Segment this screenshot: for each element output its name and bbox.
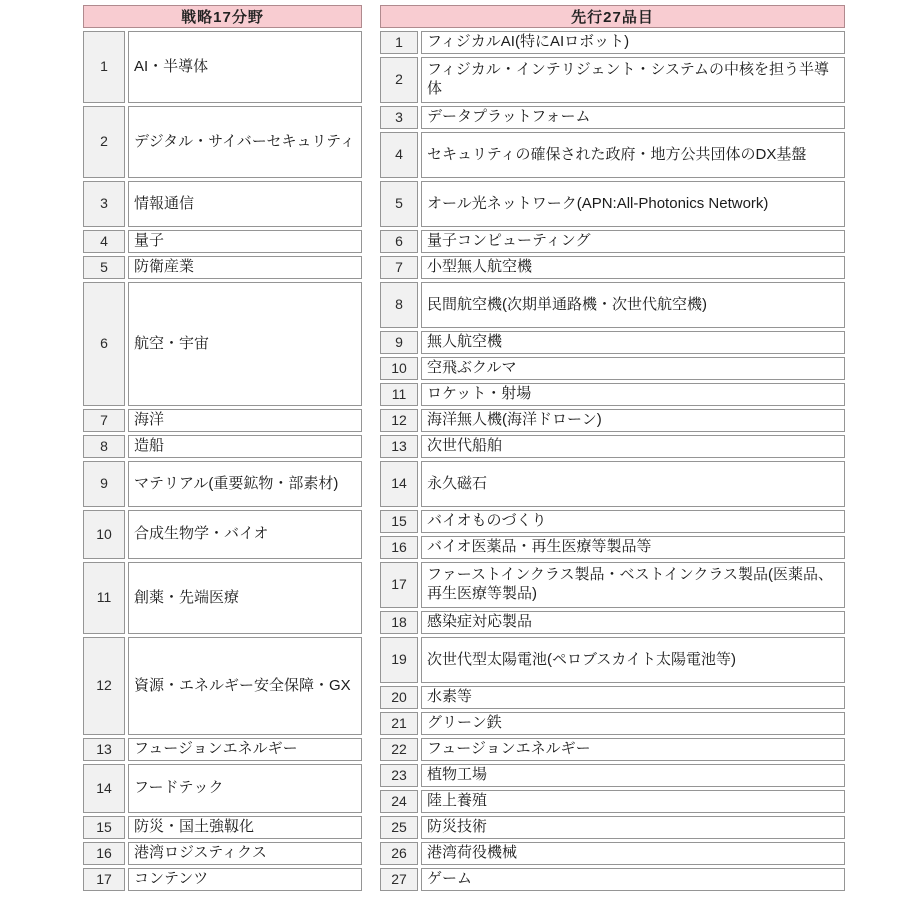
field-number: 17 xyxy=(83,868,125,891)
field-number: 13 xyxy=(83,738,125,761)
item-number: 27 xyxy=(380,868,418,891)
item-number: 18 xyxy=(380,611,418,634)
item-name-cell: 空飛ぶクルマ xyxy=(421,357,845,380)
item-name-cell: 無人航空機 xyxy=(421,331,845,354)
item-number: 2 xyxy=(380,57,418,103)
column-gap xyxy=(365,816,377,839)
item-name-cell: 民間航空機(次期単通路機・次世代航空機) xyxy=(421,282,845,328)
table-row xyxy=(83,764,845,787)
item-number: 26 xyxy=(380,842,418,865)
column-gap xyxy=(365,409,377,432)
item-name-cell: データプラットフォーム xyxy=(421,106,845,129)
field-name-cell: 創薬・先端医療 xyxy=(128,562,362,634)
field-number: 10 xyxy=(83,510,125,559)
item-name-cell: ゲーム xyxy=(421,868,845,891)
table-row xyxy=(83,816,845,839)
item-number: 13 xyxy=(380,435,418,458)
table-body xyxy=(83,31,845,891)
table-row xyxy=(83,31,845,54)
table-row xyxy=(83,282,845,328)
column-gap xyxy=(365,712,377,735)
field-number: 8 xyxy=(83,435,125,458)
item-name-cell: 感染症対応製品 xyxy=(421,611,845,634)
item-name-cell: 次世代船舶 xyxy=(421,435,845,458)
table-row xyxy=(83,562,845,608)
column-gap xyxy=(365,383,377,406)
field-name-cell: フードテック xyxy=(128,764,362,813)
column-gap xyxy=(365,256,377,279)
column-gap xyxy=(365,132,377,178)
item-number: 1 xyxy=(380,31,418,54)
field-name-cell: AI・半導体 xyxy=(128,31,362,103)
column-gap xyxy=(365,686,377,709)
field-name-cell: デジタル・サイバーセキュリティ xyxy=(128,106,362,178)
item-name-cell: 港湾荷役機械 xyxy=(421,842,845,865)
table-row xyxy=(83,842,845,865)
column-gap xyxy=(365,536,377,559)
field-name-cell: 量子 xyxy=(128,230,362,253)
table-row xyxy=(83,435,845,458)
table-row xyxy=(83,637,845,683)
field-name-cell: マテリアル(重要鉱物・部素材) xyxy=(128,461,362,507)
column-gap xyxy=(365,461,377,507)
column-gap xyxy=(365,31,377,54)
table-row xyxy=(83,510,845,533)
field-name-cell: コンテンツ xyxy=(128,868,362,891)
item-number: 23 xyxy=(380,764,418,787)
table-row xyxy=(83,230,845,253)
field-name-cell: 航空・宇宙 xyxy=(128,282,362,406)
field-name-cell: 情報通信 xyxy=(128,181,362,227)
item-name-cell: フィジカル・インテリジェント・システムの中核を担う半導体 xyxy=(421,57,845,103)
table-row xyxy=(83,409,845,432)
field-name-cell: 防災・国土強靱化 xyxy=(128,816,362,839)
field-number: 3 xyxy=(83,181,125,227)
item-name-cell: 陸上養殖 xyxy=(421,790,845,813)
item-number: 3 xyxy=(380,106,418,129)
column-gap xyxy=(365,181,377,227)
field-name-cell: 海洋 xyxy=(128,409,362,432)
field-number: 14 xyxy=(83,764,125,813)
item-number: 14 xyxy=(380,461,418,507)
item-name-cell: ロケット・射場 xyxy=(421,383,845,406)
item-number: 17 xyxy=(380,562,418,608)
column-gap xyxy=(365,230,377,253)
item-name-cell: ファーストインクラス製品・ベストインクラス製品(医薬品、再生医療等製品) xyxy=(421,562,845,608)
column-gap xyxy=(365,764,377,787)
right-table-header: 先行27品目 xyxy=(380,5,845,28)
item-number: 8 xyxy=(380,282,418,328)
field-number: 15 xyxy=(83,816,125,839)
table-row xyxy=(83,738,845,761)
item-name-cell: 植物工場 xyxy=(421,764,845,787)
column-gap xyxy=(365,5,377,28)
item-name-cell: グリーン鉄 xyxy=(421,712,845,735)
item-number: 7 xyxy=(380,256,418,279)
field-name-cell: 合成生物学・バイオ xyxy=(128,510,362,559)
item-number: 11 xyxy=(380,383,418,406)
item-number: 4 xyxy=(380,132,418,178)
item-name-cell: 小型無人航空機 xyxy=(421,256,845,279)
item-number: 10 xyxy=(380,357,418,380)
column-gap xyxy=(365,637,377,683)
column-gap xyxy=(365,106,377,129)
item-name-cell: 永久磁石 xyxy=(421,461,845,507)
field-number: 9 xyxy=(83,461,125,507)
header-row xyxy=(83,5,845,28)
item-number: 16 xyxy=(380,536,418,559)
field-name-cell: 資源・エネルギー安全保障・GX xyxy=(128,637,362,735)
field-name-cell: 港湾ロジスティクス xyxy=(128,842,362,865)
field-number: 1 xyxy=(83,31,125,103)
item-number: 6 xyxy=(380,230,418,253)
field-number: 2 xyxy=(83,106,125,178)
item-number: 21 xyxy=(380,712,418,735)
column-gap xyxy=(365,435,377,458)
item-name-cell: 水素等 xyxy=(421,686,845,709)
table-row xyxy=(83,868,845,891)
item-name-cell: オール光ネットワーク(APN:All-Photonics Network) xyxy=(421,181,845,227)
field-number: 7 xyxy=(83,409,125,432)
field-number: 12 xyxy=(83,637,125,735)
strategy-items-table xyxy=(80,2,848,894)
table-row xyxy=(83,181,845,227)
item-name-cell: 量子コンピューティング xyxy=(421,230,845,253)
item-number: 15 xyxy=(380,510,418,533)
column-gap xyxy=(365,790,377,813)
item-number: 22 xyxy=(380,738,418,761)
item-number: 12 xyxy=(380,409,418,432)
column-gap xyxy=(365,562,377,608)
item-number: 19 xyxy=(380,637,418,683)
column-gap xyxy=(365,57,377,103)
item-name-cell: 防災技術 xyxy=(421,816,845,839)
table-row xyxy=(83,106,845,129)
field-name-cell: 造船 xyxy=(128,435,362,458)
table-row xyxy=(83,256,845,279)
item-name-cell: セキュリティの確保された政府・地方公共団体のDX基盤 xyxy=(421,132,845,178)
field-number: 11 xyxy=(83,562,125,634)
item-name-cell: バイオものづくり xyxy=(421,510,845,533)
column-gap xyxy=(365,282,377,328)
item-number: 24 xyxy=(380,790,418,813)
column-gap xyxy=(365,611,377,634)
left-table-header: 戦略17分野 xyxy=(83,5,362,28)
column-gap xyxy=(365,357,377,380)
field-number: 4 xyxy=(83,230,125,253)
field-number: 5 xyxy=(83,256,125,279)
field-name-cell: フュージョンエネルギー xyxy=(128,738,362,761)
item-name-cell: バイオ医薬品・再生医療等製品等 xyxy=(421,536,845,559)
column-gap xyxy=(365,738,377,761)
field-number: 6 xyxy=(83,282,125,406)
field-number: 16 xyxy=(83,842,125,865)
item-number: 9 xyxy=(380,331,418,354)
item-name-cell: フュージョンエネルギー xyxy=(421,738,845,761)
column-gap xyxy=(365,842,377,865)
item-number: 5 xyxy=(380,181,418,227)
column-gap xyxy=(365,868,377,891)
item-name-cell: 次世代型太陽電池(ペロブスカイト太陽電池等) xyxy=(421,637,845,683)
column-gap xyxy=(365,331,377,354)
item-number: 25 xyxy=(380,816,418,839)
field-name-cell: 防衛産業 xyxy=(128,256,362,279)
item-number: 20 xyxy=(380,686,418,709)
item-name-cell: 海洋無人機(海洋ドローン) xyxy=(421,409,845,432)
item-name-cell: フィジカルAI(特にAIロボット) xyxy=(421,31,845,54)
column-gap xyxy=(365,510,377,533)
table-row xyxy=(83,461,845,507)
